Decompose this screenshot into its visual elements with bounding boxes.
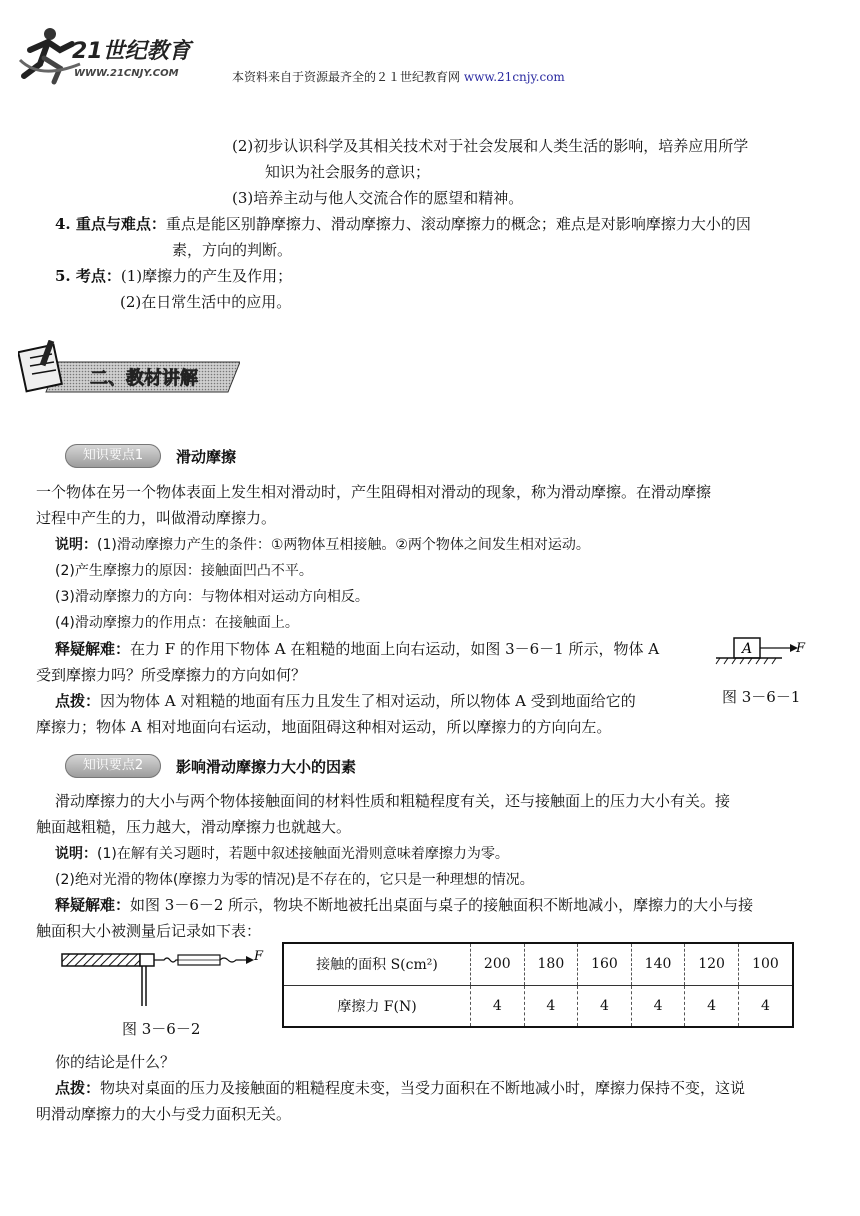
friction-data-table	[282, 942, 794, 1028]
logo-text: 21世纪教育	[72, 39, 191, 64]
kp1-note3: (3)滑动摩擦力的方向：与物体相对运动方向相反。	[55, 589, 369, 605]
friction-cell: 4	[631, 985, 685, 1027]
figure-3-6-2	[60, 946, 270, 1008]
area-cell: 120	[685, 943, 739, 985]
friction-cell: 4	[471, 985, 525, 1027]
spring-scale	[154, 958, 178, 962]
runner-icon	[20, 28, 80, 82]
table-top	[62, 954, 140, 966]
kp1-def-b: 过程中产生的力，叫做滑动摩擦力。	[36, 509, 277, 527]
kp1-note2: (2)产生摩擦力的原因：接触面凹凸不平。	[55, 563, 313, 579]
sliding-block	[140, 954, 154, 966]
table-row	[283, 943, 793, 985]
kp2-note1: 说明：(1)在解有关习题时，若题中叙述接触面光滑则意味着摩擦力为零。	[55, 846, 509, 862]
kp2-answer-b: 明滑动摩擦力的大小与受力面积无关。	[36, 1105, 292, 1123]
kp2-question: 释疑解难：如图 3－6－2 所示，物块不断地被托出桌面与桌子的接触面积不断地减小，摩擦力的大小与接	[55, 896, 754, 914]
area-header: 接触的面积 S(cm²)	[316, 957, 438, 974]
friction-cell: 4	[578, 985, 632, 1027]
ground-hatch	[716, 658, 776, 664]
pull-force-label: F	[254, 949, 264, 964]
logo-url: WWW.21CNJY.COM	[74, 68, 179, 79]
kp1-answer-b: 摩擦力；物体 A 相对地面向右运动，地面阻碍这种相对运动，所以摩擦力的方向向左。	[36, 718, 612, 736]
figure-3-6-2-label: 图 3－6－2	[122, 1020, 201, 1038]
figure-3-6-1-label: 图 3－6－1	[722, 688, 801, 706]
force-label: F	[796, 641, 806, 656]
goal-3: (3)培养主动与他人交流合作的愿望和精神。	[232, 189, 524, 207]
block-a-label: A	[742, 641, 753, 657]
area-cell: 180	[524, 943, 578, 985]
notebook-pencil-icon	[18, 340, 62, 391]
kp1-answer: 点拨：因为物体 A 对粗糙的地面有压力且发生了相对运动，所以物体 A 受到地面给它的	[55, 692, 636, 710]
kp1-pill: 知识要点1	[65, 444, 161, 468]
kp2-question-b: 触面积大小被测量后记录如下表：	[36, 922, 262, 940]
exam-point-2: (2)在日常生活中的应用。	[120, 293, 292, 311]
kp1-title: 滑动摩擦	[176, 448, 237, 466]
goal-2b: 知识为社会服务的意识；	[265, 163, 431, 181]
table-row	[283, 985, 793, 1027]
kp1-note1: 说明：(1)滑动摩擦力产生的条件：①两物体互相接触。②两个物体之间发生相对运动。	[55, 537, 590, 553]
key-points: 4. 重点与难点：重点是能区别静摩擦力、滑动摩擦力、滚动摩擦力的概念；难点是对影响摩擦力大小的因	[55, 215, 751, 233]
key-points-cont: 素，方向的判断。	[172, 241, 293, 259]
kp2-question-2: 你的结论是什么？	[55, 1053, 176, 1071]
kp2-title: 影响滑动摩擦力大小的因素	[176, 758, 357, 776]
kp2-para-a: 滑动摩擦力的大小与两个物体接触面间的材料性质和粗糙程度有关，还与接触面上的压力大小有关。接	[55, 792, 731, 810]
goal-2a: (2)初步认识科学及其相关技术对于社会发展和人类生活的影响，培养应用所学	[232, 137, 749, 155]
site-link[interactable]: www.21cnjy.com	[463, 70, 565, 84]
friction-header: 摩擦力 F(N)	[283, 985, 471, 1027]
kp2-answer: 点拨：物块对桌面的压力及接触面的粗糙程度未变，当受力面积在不断地减小时，摩擦力保持不变，这说	[55, 1079, 746, 1097]
header-note: 本资料来自于资源最齐全的２１世纪教育网 www.21cnjy.com	[232, 70, 565, 84]
area-cell: 140	[631, 943, 685, 985]
area-cell: 200	[471, 943, 525, 985]
friction-cell: 4	[738, 985, 793, 1027]
friction-cell: 4	[524, 985, 578, 1027]
kp1-question: 释疑解难：在力 F 的作用下物体 A 在粗糙的地面上向右运动，如图 3－6－1 所示，物体 A	[55, 640, 660, 658]
kp2-note2: (2)绝对光滑的物体(摩擦力为零的情况)是不存在的，它只是一种理想的情况。	[55, 872, 534, 888]
kp1-def-a: 一个物体在另一个物体表面上发生相对滑动时，产生阻碍相对滑动的现象，称为滑动摩擦。在滑动摩擦	[36, 483, 712, 501]
section-title: 二、教材讲解	[90, 368, 198, 389]
kp1-note4: (4)滑动摩擦力的作用点：在接触面上。	[55, 615, 299, 631]
kp1-question-b: 受到摩擦力吗？所受摩擦力的方向如何？	[36, 666, 307, 684]
exam-points: 5. 考点：(1)摩擦力的产生及作用；	[55, 267, 293, 285]
figure-3-6-1	[712, 634, 808, 668]
friction-cell: 4	[685, 985, 739, 1027]
kp2-pill: 知识要点2	[65, 754, 161, 778]
kp2-para-b: 触面越粗糙，压力越大，滑动摩擦力也就越大。	[36, 818, 352, 836]
site-logo	[10, 20, 220, 90]
area-cell: 160	[578, 943, 632, 985]
section-banner	[18, 340, 240, 396]
area-cell: 100	[738, 943, 793, 985]
